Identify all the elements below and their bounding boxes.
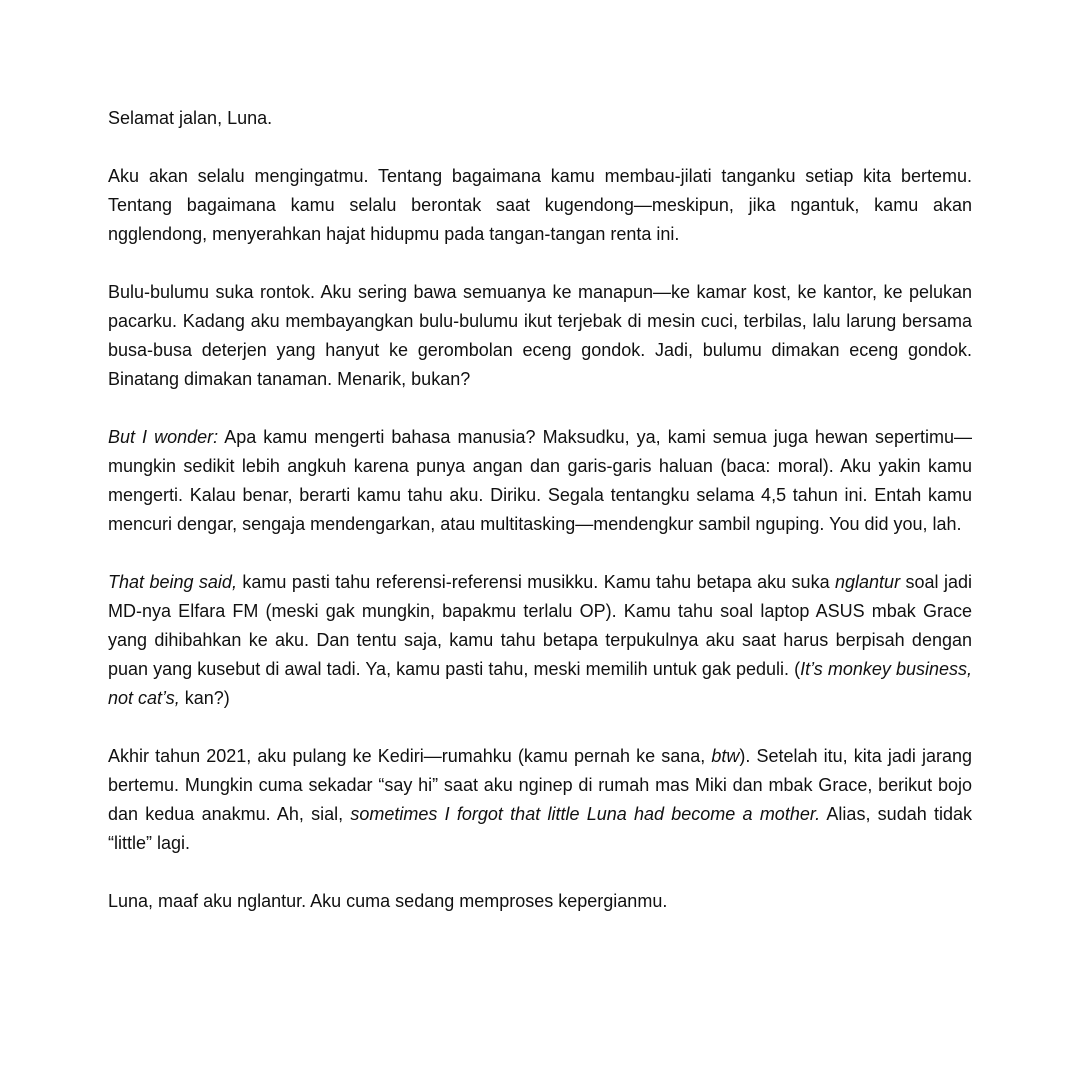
fur-text: Bulu-bulumu suka rontok. Aku sering bawa semuanya ke manapun—ke kamar kost, ke kantor, ke pelukan pacarku. Kadang aku membayangkan bulu-bulumu ikut terjebak di mesin cuci, terbilas, lalu larung bersama busa-busa deterjen yang hanyut ke gerombolan eceng gondok. Jadi, bulumu dimakan eceng gondok. Binatang dimakan tanaman. Menarik, bukan? bbox=[108, 282, 972, 389]
fur-paragraph bbox=[108, 278, 972, 394]
references-paragraph bbox=[108, 568, 972, 713]
references-text-2: soal jadi MD-nya Elfara FM (meski gak mungkin, bapakmu terlalu OP). Kamu tahu soal laptop ASUS mbak Grace yang dihibahkan ke aku. Dan tentu saja, kamu tahu betapa terpukulnya aku saat harus berpisah dengan puan yang kusebut di awal tadi. Ya, kamu pasti tahu, meski memilih untuk gak peduli. ( bbox=[108, 572, 972, 679]
greeting-text: Selamat jalan, Luna. bbox=[108, 108, 273, 128]
references-text-1: kamu pasti tahu referensi-referensi musikku. Kamu tahu betapa aku suka bbox=[236, 572, 836, 592]
kediri-italic-btw: btw bbox=[711, 746, 740, 766]
kediri-text-1: Akhir tahun 2021, aku pulang ke Kediri—rumahku (kamu pernah ke sana, bbox=[108, 746, 712, 766]
kediri-paragraph bbox=[108, 742, 972, 858]
kediri-italic-sentence: sometimes I forgot that little Luna had become a mother. bbox=[350, 804, 821, 824]
greeting-paragraph bbox=[108, 104, 972, 133]
closing-paragraph bbox=[108, 887, 972, 916]
wonder-italic-lead: But I wonder: bbox=[108, 427, 219, 447]
references-text-3: kan?) bbox=[179, 688, 230, 708]
kediri-text-2: ). Setelah itu, kita jadi jarang bertemu. Mungkin cuma sekadar “say hi” saat aku nginep di rumah mas Miki dan mbak Grace, berikut bojo dan kedua anakmu. Ah, sial, bbox=[108, 746, 972, 824]
memory-text: Aku akan selalu mengingatmu. Tentang bagaimana kamu membau-jilati tanganku setiap kita bertemu. Tentang bagaimana kamu selalu berontak saat kugendong—meskipun, jika ngantuk, kamu akan ngglendong, menyerahkan hajat hidupmu pada tangan-tangan renta ini. bbox=[108, 166, 972, 244]
wonder-text: Apa kamu mengerti bahasa manusia? Maksudku, ya, kami semua juga hewan sepertimu—mungkin sedikit lebih angkuh karena punya angan dan garis-garis haluan (baca: moral). Aku yakin kamu mengerti. Kalau benar, berarti kamu tahu aku. Diriku. Segala tentangku selama 4,5 tahun ini. Entah kamu mencuri dengar, sengaja mendengarkan, atau multitasking—mendengkur sambil nguping. You did you, lah. bbox=[108, 427, 972, 534]
references-italic-quote: It’s monkey business, not cat’s, bbox=[108, 659, 973, 708]
references-italic-lead: That being said, bbox=[108, 572, 237, 592]
kediri-text-3: Alias, sudah tidak “little” lagi. bbox=[108, 804, 972, 853]
memory-paragraph bbox=[108, 162, 972, 249]
references-italic-word: nglantur bbox=[835, 572, 901, 592]
letter-body bbox=[108, 104, 972, 916]
closing-text: Luna, maaf aku nglantur. Aku cuma sedang memproses kepergianmu. bbox=[108, 891, 668, 911]
wonder-paragraph bbox=[108, 423, 972, 539]
